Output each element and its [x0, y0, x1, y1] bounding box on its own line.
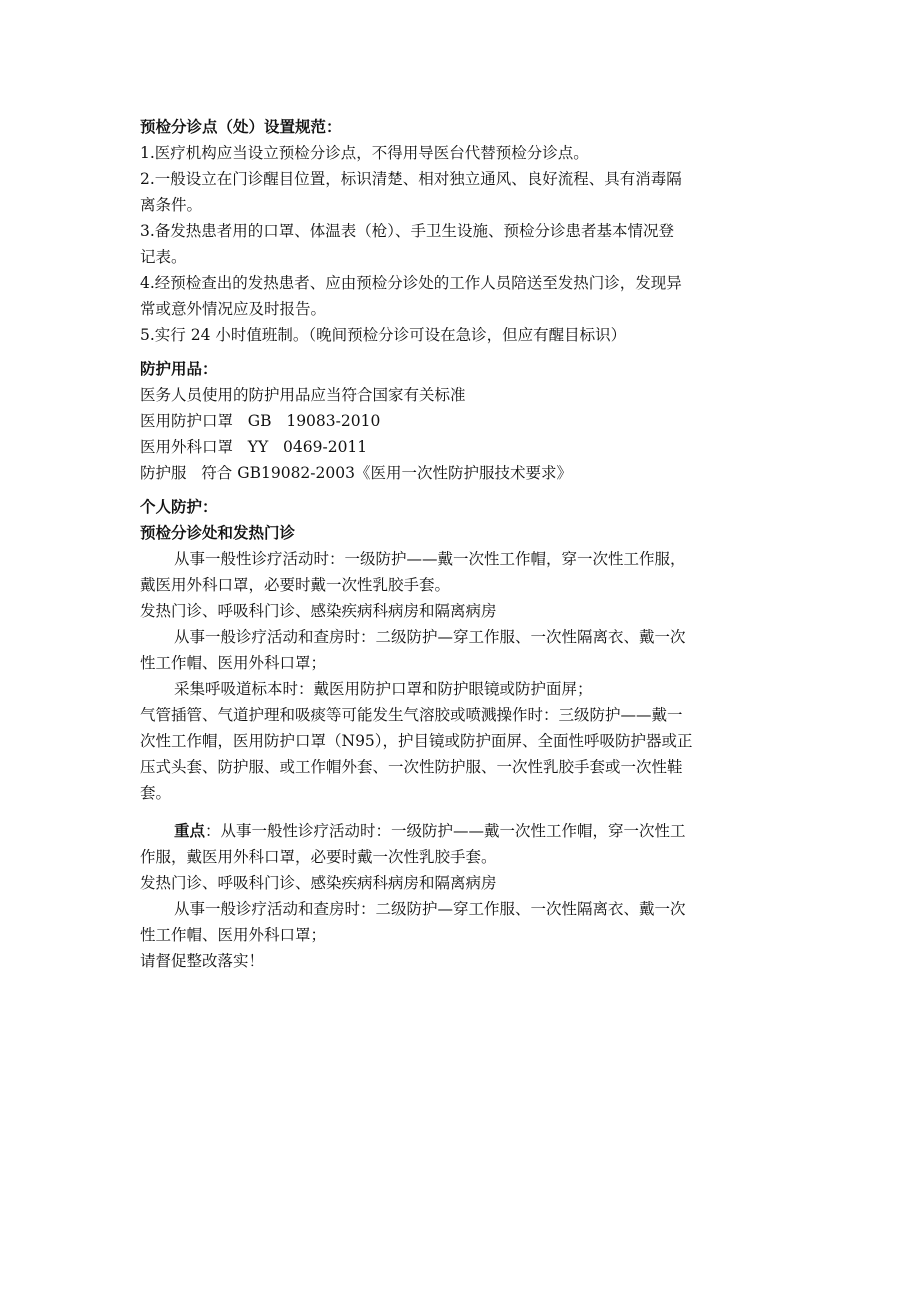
list-item: 医务人员使用的防护用品应当符合国家有关标准 — [140, 386, 466, 404]
list-item: 医用防护口罩 GB 19083-2010 — [140, 412, 381, 430]
paragraph-line: 次性工作帽，医用防护口罩（N95），护目镜或防护面屏、全面性呼吸防护器或正 — [140, 732, 693, 750]
list-item: 4.经预检查出的发热患者、应由预检分诊处的工作人员陪送至发热门诊，发现异 — [140, 274, 682, 292]
list-item: 2.一般设立在门诊醒目位置，标识清楚、相对独立通风、良好流程、具有消毒隔 — [140, 170, 682, 188]
list-item: 医用外科口罩 YY 0469-2011 — [140, 438, 368, 456]
key-point-label: 重点 — [174, 822, 206, 840]
spacer — [140, 806, 790, 818]
paragraph-line: 作服，戴医用外科口罩，必要时戴一次性乳胶手套。 — [140, 848, 497, 866]
paragraph-line: 性工作帽、医用外科口罩； — [140, 654, 327, 672]
section-subheading-triage-fever: 预检分诊处和发热门诊 — [140, 524, 296, 542]
key-point-text: ：从事一般性诊疗活动时：一级防护——戴一次性工作帽，穿一次性工 — [205, 822, 686, 840]
paragraph-line: 从事一般诊疗活动和查房时：二级防护—穿工作服、一次性隔离衣、戴一次 — [174, 900, 686, 918]
paragraph-line: 压式头套、防护服、或工作帽外套、一次性防护服、一次性乳胶手套或一次性鞋 — [140, 758, 683, 776]
paragraph-line: 采集呼吸道标本时：戴医用防护口罩和防护眼镜或防护面屏； — [174, 680, 593, 698]
section-heading-supplies: 防护用品： — [140, 360, 218, 378]
spacer — [140, 348, 790, 356]
paragraph-line: 气管插管、气道护理和吸痰等可能发生气溶胶或喷溅操作时：三级防护——戴一 — [140, 706, 683, 724]
paragraph-line: 套。 — [140, 784, 172, 802]
spacer — [140, 486, 790, 494]
list-item: 常或意外情况应及时报告。 — [140, 300, 327, 318]
paragraph-line: 从事一般性诊疗活动时：一级防护——戴一次性工作帽，穿一次性工作服， — [174, 550, 686, 568]
list-item: 防护服 符合 GB19082-2003《医用一次性防护服技术要求》 — [140, 464, 572, 482]
paragraph-line: 发热门诊、呼吸科门诊、感染疾病科病房和隔离病房 — [140, 874, 497, 892]
paragraph-line: 发热门诊、呼吸科门诊、感染疾病科病房和隔离病房 — [140, 602, 497, 620]
list-item: 3.备发热患者用的口罩、体温表（枪）、手卫生设施、预检分诊患者基本情况登 — [140, 222, 675, 240]
list-item: 记表。 — [140, 248, 187, 266]
section-heading-protection: 个人防护： — [140, 498, 218, 516]
section-heading-triage: 预检分诊点（处）设置规范： — [140, 118, 342, 136]
list-item: 离条件。 — [140, 196, 203, 214]
list-item: 5.实行 24 小时值班制。（晚间预检分诊可设在急诊，但应有醒目标识） — [140, 326, 627, 344]
supplies-list — [140, 382, 790, 486]
list-item: 1.医疗机构应当设立预检分诊点，不得用导医台代替预检分诊点。 — [140, 144, 589, 162]
paragraph-line: 从事一般诊疗活动和查房时：二级防护—穿工作服、一次性隔离衣、戴一次 — [174, 628, 686, 646]
closing-line: 请督促整改落实！ — [140, 952, 265, 970]
paragraph-line: 戴医用外科口罩，必要时戴一次性乳胶手套。 — [140, 576, 451, 594]
paragraph-line: 性工作帽、医用外科口罩； — [140, 926, 327, 944]
document-body — [140, 114, 790, 974]
triage-rules-list — [140, 140, 790, 348]
key-point-line — [140, 818, 790, 844]
